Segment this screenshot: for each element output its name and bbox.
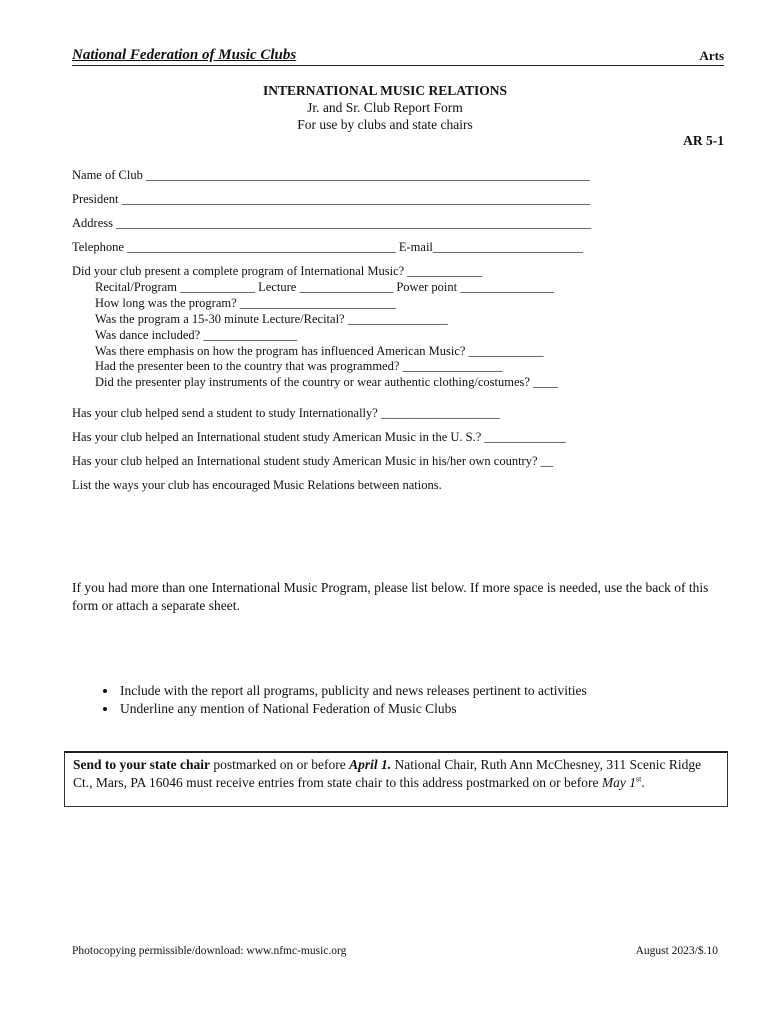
submission-lead: Send to your state chair xyxy=(73,757,210,772)
organization-name: National Federation of Music Clubs xyxy=(72,47,297,63)
submission-text: postmarked on or before xyxy=(210,757,350,772)
question-intl-student-home[interactable]: Has your club helped an International student study American Music in his/her own country? __ xyxy=(72,454,554,468)
page-header xyxy=(72,47,724,66)
report-instructions-list xyxy=(72,682,587,718)
national-deadline: May 1 xyxy=(601,775,637,790)
question-intl-student-us[interactable]: Has your club helped an International student study American Music in the U. S.? _____________ xyxy=(72,430,566,444)
ordinal-suffix: st xyxy=(636,774,642,784)
question-dance[interactable]: Was dance included? _______________ xyxy=(95,328,298,342)
footer-copyright: Photocopying permissible/download: www.nfmc-music.org xyxy=(72,945,347,957)
submission-instructions-box xyxy=(64,751,728,807)
form-usage-note: For use by clubs and state chairs xyxy=(297,117,473,132)
category-label: Arts xyxy=(699,48,724,63)
form-title: INTERNATIONAL MUSIC RELATIONS xyxy=(262,83,508,98)
question-instruments[interactable]: Did the presenter play instruments of the country or wear authentic clothing/costumes? ____ xyxy=(95,375,559,389)
list-item: • Include with the report all programs, publicity and news releases pertinent to activities xyxy=(118,682,587,700)
address-field[interactable]: Address ____________________________________________________________________________ xyxy=(72,216,592,230)
submission-end: . xyxy=(641,775,645,790)
question-complete-program[interactable]: Did your club present a complete program of International Music? ____________ xyxy=(72,264,483,278)
club-name-field[interactable]: Name of Club _______________________________________________________________________ xyxy=(72,168,590,182)
question-influence[interactable]: Was there emphasis on how the program has influenced American Music? ____________ xyxy=(95,344,544,358)
form-title-block xyxy=(0,82,770,133)
question-length[interactable]: How long was the program? _________________________ xyxy=(95,296,397,310)
question-send-student[interactable]: Has your club helped send a student to study Internationally? ___________________ xyxy=(72,406,500,420)
question-lecture-recital[interactable]: Was the program a 15-30 minute Lecture/Recital? ________________ xyxy=(95,312,448,326)
list-item: • Underline any mention of National Federation of Music Clubs xyxy=(118,700,587,718)
telephone-email-field[interactable]: Telephone ___________________________________________ E-mail________________________ xyxy=(72,240,583,254)
question-list-ways[interactable]: List the ways your club has encouraged Music Relations between nations. xyxy=(72,478,442,492)
question-format[interactable]: Recital/Program ____________ Lecture _______________ Power point _______________ xyxy=(95,280,554,294)
submission-text: National Chair, Ruth Ann McChesney, 311 Scenic Ridge Ct., Mars, PA 16046 must receive entries from state chair to this address postmarked on or before xyxy=(73,757,702,790)
more-programs-instructions: If you had more than one International Music Program, please list below. If more space is needed, use the back of this form or attach a separate sheet. xyxy=(72,580,709,613)
form-code: AR 5-1 xyxy=(683,133,724,148)
state-deadline: April 1. xyxy=(349,757,392,772)
footer-date-price: August 2023/$.10 xyxy=(635,945,718,957)
form-subtitle: Jr. and Sr. Club Report Form xyxy=(307,100,463,115)
president-field[interactable]: President ___________________________________________________________________________ xyxy=(72,192,591,206)
question-visited[interactable]: Had the presenter been to the country that was programmed? ________________ xyxy=(95,359,503,373)
